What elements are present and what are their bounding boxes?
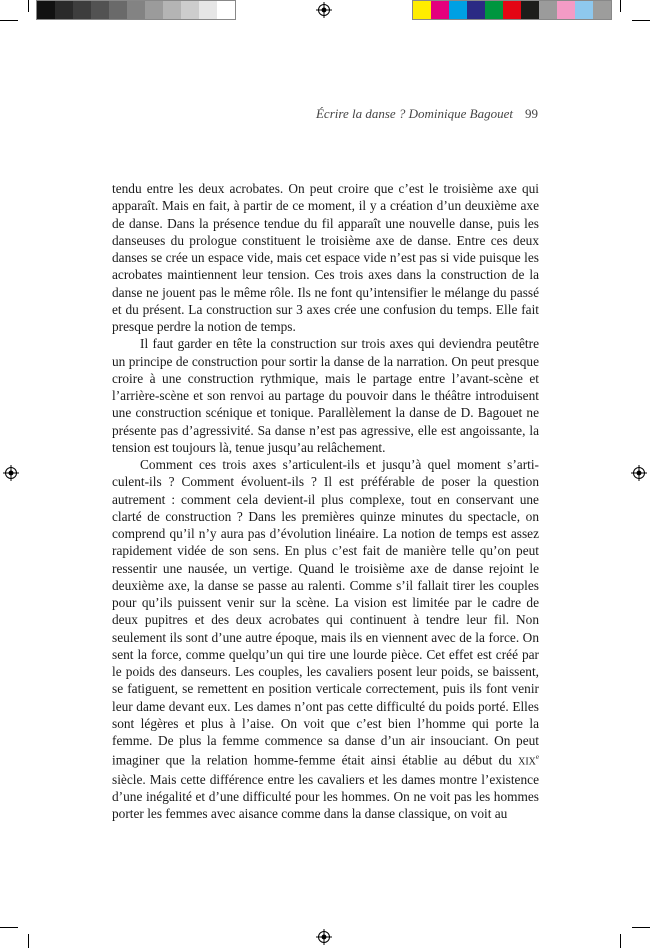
paragraph: tendu entre les deux acrobates. On peut croire que c’est le troisième axe qui apparaît. Mais en fait, à partir de ce moment, il y a création d’un deuxième axe de danse. Dans la présence tendue du fil apparaît une nouvelle danse, puis les danseuses du prologue constituent le troisième axe de danse. Entre ces deux danses se crée un espace vide, mais cet espace vide n’est pas si vide puisque les acrobates maintiennent leur tension. Ces trois axes dans la construction de la danse ne jouent pas le même rôle. Ils ne font qu’intensifier le mélange du passé et du présent. La construction sur 3 axes crée une confusion du temps. Elle fait presque perdre la notion de temps. [112, 181, 539, 334]
century-superscript: e [535, 753, 539, 762]
paragraph [112, 456, 539, 823]
page-number: 99 [525, 106, 538, 121]
color-swatch [575, 1, 593, 19]
color-swatch [145, 1, 163, 19]
crop-mark [0, 20, 18, 21]
running-head-title: Écrire la danse ? Dominique Bagouet [315, 106, 513, 121]
color-swatch [539, 1, 557, 19]
crop-mark [632, 927, 650, 928]
color-swatch [467, 1, 485, 19]
color-swatch [37, 1, 55, 19]
color-swatch [521, 1, 539, 19]
color-swatch [109, 1, 127, 19]
body-text [112, 180, 539, 823]
crop-mark [632, 20, 650, 21]
registration-mark-icon [316, 2, 332, 18]
crop-mark [28, 0, 29, 12]
color-swatch [503, 1, 521, 19]
crop-mark [620, 934, 621, 948]
color-swatch [217, 1, 235, 19]
color-swatch [163, 1, 181, 19]
paragraph-text-continued: siècle. Mais cette différence entre les cavaliers et les dames montre l’existence d’une inégalité et d’une difficulté pour les hommes. On ne voit pas les hommes porter les femmes avec aisance comme dans la danse classique, on voit au [112, 771, 539, 822]
color-swatch [431, 1, 449, 19]
color-swatch [485, 1, 503, 19]
century-numeral: XIX [518, 756, 536, 768]
registration-mark-icon [316, 929, 332, 945]
crop-mark [28, 934, 29, 948]
color-swatch [199, 1, 217, 19]
paragraph-text: Comment ces trois axes s’articulent-ils et jusqu’à quel moment s’articulent-ils ? Comment évoluent-ils ? Il est préférable de poser la question autrement : comment cela devient-il plus complexe, tout en conservant une clarté de construction ? Dans les premières quinze minutes du spectacle, on comprend qu’il n’y aura pas d’évolution linéaire. La notion de temps est assez rapidement vidée de son sens. En plus c’est fait de manière telle qu’on peut ressentir une nausée, un vertige. Quand le troisième axe de danse rejoint le deuxième axe, la danse se passe au ralenti. Comme s’il fallait tirer les couples pour qu’ils puissent venir sur la scène. La vision est limitée par le cadre de deux pupitres et des deux acrobates qui continuent à tendre leur fil. Non seulement ils sont d’une autre époque, mais ils en viennent avec de la force. On sent la force, comme quelqu’un qui tire une lourde pièce. Cet effet est créé par le poids des danseurs. Les couples, les cavaliers posent leur poids, se baissent, se fatiguent, se remettent en position verticale correctement, puis ils font venir leur dame devant eux. Les dames n’ont pas cette difficulté du poids porté. Elles sont légères et plus à l’aise. On voit que c’est bien l’homme qui porte la femme. De plus la femme commence sa danse d’un air insouciant. On peut imaginer que la relation homme-femme était ainsi établie au début du [112, 457, 539, 768]
running-head [112, 106, 538, 122]
color-swatch [449, 1, 467, 19]
color-swatch [73, 1, 91, 19]
color-calibration-bar [412, 0, 612, 20]
crop-mark [0, 927, 18, 928]
color-swatch [55, 1, 73, 19]
color-swatch [127, 1, 145, 19]
crop-mark [620, 0, 621, 12]
color-swatch [91, 1, 109, 19]
color-swatch [413, 1, 431, 19]
paragraph: Il faut garder en tête la construction sur trois axes qui deviendra peutêtre un principe de construction pour sortir la danse de la narration. On peut presque croire à une construction rythmique, mais le partage entre l’avant-scène et l’arrière-scène et son renvoi au partage du pouvoir dans le théâtre introduisent une construction scénique et tonique. Parallèlement la danse de D. Bagouet ne présente pas d’agressivité. Sa danse n’est pas agressive, elle est angoissante, la tension est toujours là, tenue jusqu’au relâchement. [112, 336, 539, 455]
registration-mark-icon [3, 465, 19, 481]
grayscale-calibration-bar [36, 0, 236, 20]
color-swatch [181, 1, 199, 19]
color-swatch [593, 1, 611, 19]
color-swatch [557, 1, 575, 19]
registration-mark-icon [631, 465, 647, 481]
